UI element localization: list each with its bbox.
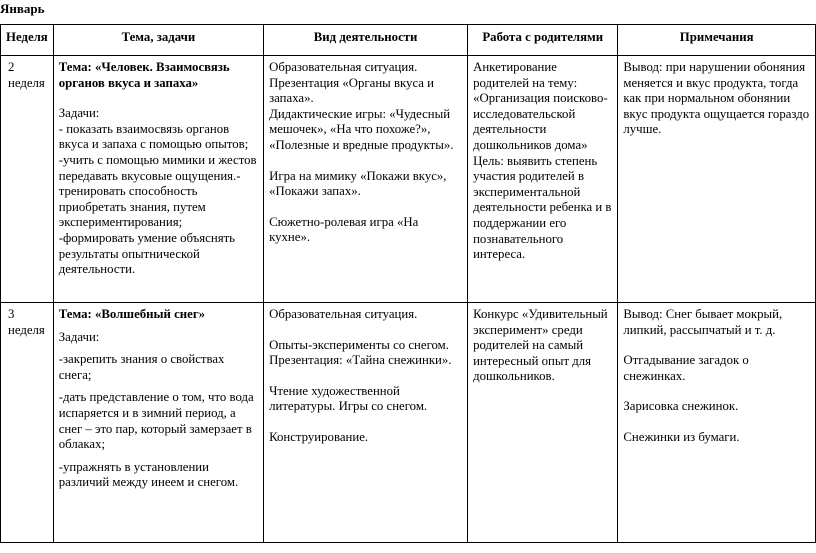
week-cell — [1, 56, 54, 303]
tasks-label: Задачи: — [58, 106, 100, 121]
activity-item: Сюжетно-ролевая игра «На кухне». — [269, 214, 419, 245]
note-item: Зарисовка снежинок. — [623, 399, 739, 414]
header-topic: Тема, задачи — [53, 25, 263, 56]
task-item: -дать представление о том, что вода испаряется и в зимний период, а снег – это пар, который замерзает в облаках; — [58, 390, 254, 452]
activity-item: Конструирование. — [269, 429, 369, 444]
parents-cell — [468, 56, 618, 303]
header-parents: Работа с родителями — [468, 25, 618, 56]
activity-cell — [264, 56, 468, 303]
header-notes: Примечания — [618, 25, 816, 56]
task-item: -учить с помощью мимики и жестов передавать вкусовые ощущения.- — [58, 152, 257, 183]
topic-title: Тема: «Волшебный снег» — [58, 307, 206, 321]
note-item: Отгадывание загадок о снежинках. — [623, 353, 749, 383]
task-item: -упражнять в установлении различий между инеем и снегом. — [58, 459, 239, 490]
parents-text: Анкетирование родителей на тему: «Организация поисково-исследовательской деятельности дошкольников дома» Цель: выявить степень участия родителей в экспериментальной деятельности ребенка и в поддержании его познавательного интереса. — [473, 60, 612, 262]
activity-item: Опыты-эксперименты со снегом. Презентация: «Тайна снежинки». — [269, 337, 452, 368]
parents-text: Конкурс «Удивительный эксперимент» среди родителей на самый интересный опыт для дошкольников. — [473, 307, 608, 384]
note-item: Снежинки из бумаги. — [623, 429, 740, 444]
table-row — [1, 56, 816, 303]
activity-item: Образовательная ситуация. Презентация «Органы вкуса и запаха». — [269, 60, 435, 106]
activity-cell — [264, 303, 468, 543]
activity-item: Игра на мимику «Покажи вкус», «Покажи запах». — [269, 168, 447, 199]
week-cell — [1, 303, 54, 543]
activity-item: Дидактические игры: «Чудесный мешочек», «На что похоже?», «Полезные и вредные продукты». — [269, 106, 454, 152]
header-activity: Вид деятельности — [264, 25, 468, 56]
month-title: Январь — [0, 1, 45, 16]
note-item: Вывод: Снег бывает мокрый, липкий, рассыпчатый и т. д. — [623, 307, 783, 337]
tasks-label: Задачи: — [58, 329, 100, 344]
table-header-row — [1, 25, 816, 56]
task-item: тренировать способность приобретать знания, путем экспериментирования; — [58, 184, 206, 230]
topic-title: Тема: «Человек. Взаимосвязь органов вкуса и запаха» — [58, 60, 230, 90]
week-number: 2 — [8, 60, 15, 74]
topic-cell — [53, 303, 263, 543]
activity-item: Образовательная ситуация. — [269, 307, 418, 321]
notes-cell — [618, 56, 816, 303]
week-number: 3 — [8, 307, 15, 321]
header-week: Неделя — [1, 25, 54, 56]
week-label: неделя — [8, 75, 45, 90]
task-item: -формировать умение объяснять результаты опытнической деятельности. — [58, 230, 236, 277]
table-row — [1, 303, 816, 543]
task-item: - показать взаимосвязь органов вкуса и запаха с помощью опытов; — [58, 121, 249, 152]
notes-text: Вывод: при нарушении обоняния меняется и вкус продукта, тогда как при нормальном обонянии вкус продукта ощущается гораздо лучше. — [623, 60, 810, 137]
week-label: неделя — [8, 322, 45, 337]
plan-table — [0, 24, 816, 543]
notes-cell — [618, 303, 816, 543]
topic-cell — [53, 56, 263, 303]
activity-item: Чтение художественной литературы. Игры со снегом. — [269, 383, 428, 414]
task-item: -закрепить знания о свойствах снега; — [58, 352, 225, 382]
parents-cell — [468, 303, 618, 543]
